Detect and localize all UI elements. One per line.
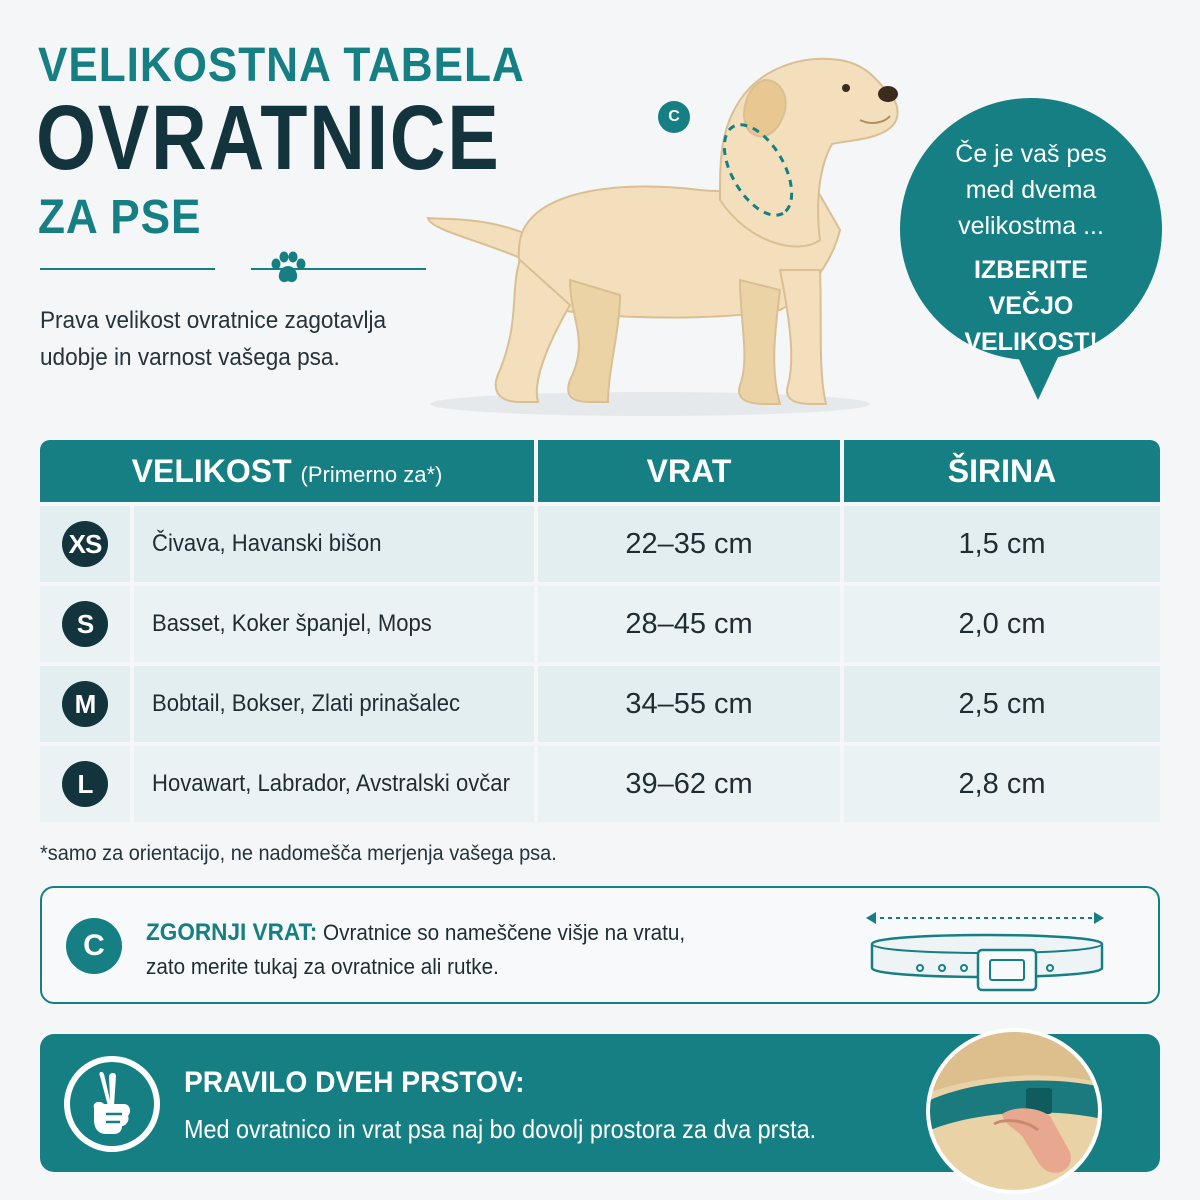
upper-neck-text	[146, 916, 748, 984]
size-badge: XS	[62, 521, 108, 567]
width-cell: 2,0 cm	[958, 608, 1046, 640]
size-badge: L	[62, 761, 108, 807]
table-row	[40, 746, 1160, 822]
size-badge: M	[62, 681, 108, 727]
upper-neck-text-2: zato merite tukaj za ovratnice ali rutke.	[146, 954, 499, 979]
header-size-label: VELIKOST	[131, 453, 292, 489]
bubble-cta: IZBERITE VEČJO VELIKOST!	[964, 256, 1098, 356]
collar-illustration	[862, 904, 1142, 994]
width-cell: 2,5 cm	[958, 688, 1046, 720]
dog-illustration	[420, 40, 940, 420]
size-badge: S	[62, 601, 108, 647]
title-divider	[40, 268, 426, 270]
advice-bubble	[900, 98, 1162, 360]
header-width: ŠIRINA	[947, 453, 1057, 489]
breeds-cell: Basset, Koker španjel, Mops	[152, 610, 432, 637]
table-row	[40, 586, 1160, 662]
header-size	[40, 440, 534, 502]
table-row	[40, 666, 1160, 742]
header-neck: VRAT	[646, 453, 732, 489]
neck-cell: 34–55 cm	[625, 688, 753, 720]
upper-neck-text-1: Ovratnice so nameščene višje na vratu,	[323, 920, 686, 945]
upper-neck-label: ZGORNJI VRAT:	[146, 919, 318, 946]
dog-marker-c: C	[658, 101, 690, 133]
upper-neck-box	[40, 886, 1160, 1004]
table-header	[40, 440, 1160, 502]
neck-cell: 39–62 cm	[625, 768, 753, 800]
collar-fitting-photo	[926, 1028, 1102, 1194]
table-footnote: *samo za orientacijo, ne nadomešča merjenja vašega psa.	[40, 842, 557, 865]
width-cell: 2,8 cm	[958, 768, 1046, 800]
upper-neck-marker: C	[66, 918, 122, 974]
peace-hand-icon-wrap	[64, 1056, 160, 1152]
rule-text: Med ovratnico in vrat psa naj bo dovolj prostora za dva prsta.	[184, 1114, 817, 1144]
table-row	[40, 506, 1160, 582]
neck-cell: 28–45 cm	[625, 608, 753, 640]
intro-text: Prava velikost ovratnice zagotavlja udobje in varnost vašega psa.	[40, 307, 387, 371]
title-line-3: ZA PSE	[38, 191, 202, 244]
breeds-cell: Bobtail, Bokser, Zlati prinašalec	[152, 690, 461, 717]
bubble-text: Če je vaš pes med dvema velikostma ...	[955, 140, 1107, 240]
breeds-cell: Hovawart, Labrador, Avstralski ovčar	[152, 770, 510, 797]
header-size-sub: (Primerno za*)	[300, 462, 443, 487]
title-line-2: OVRATNICE	[36, 87, 501, 189]
neck-cell: 22–35 cm	[625, 528, 753, 560]
peace-hand-icon	[64, 1056, 160, 1152]
title-line-1: VELIKOSTNA TABELA	[38, 39, 525, 92]
width-cell: 1,5 cm	[958, 528, 1046, 560]
breeds-cell: Čivava, Havanski bišon	[152, 530, 382, 557]
rule-title: PRAVILO DVEH PRSTOV:	[184, 1066, 525, 1099]
size-table	[40, 440, 1160, 822]
